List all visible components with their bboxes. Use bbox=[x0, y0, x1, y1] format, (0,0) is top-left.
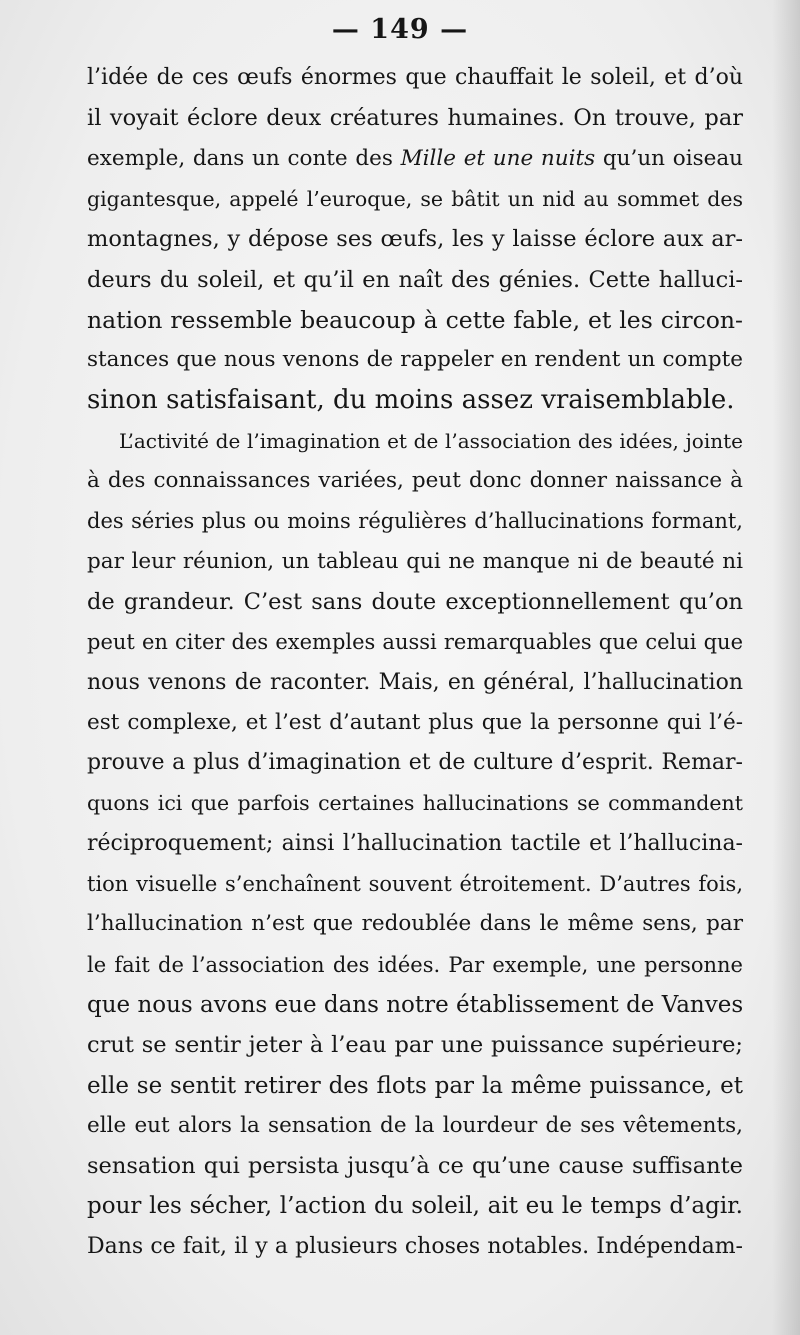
text-line: L’activité de l’imagination et de l’association des idées, jointe bbox=[119, 428, 743, 453]
text-line: sinon satisfaisant, du moins assez vraisemblable. bbox=[87, 385, 735, 416]
text-line: crut se sentir jeter à l’eau par une puissance supérieure; bbox=[87, 1032, 743, 1059]
text-segment: qu’un oiseau bbox=[595, 145, 743, 171]
page-number-header: — 149 — bbox=[331, 14, 469, 45]
text-line: elle se sentit retirer des flots par la même puissance, et bbox=[87, 1072, 743, 1099]
text-line: pour les sécher, l’action du soleil, ait eu le temps d’agir. bbox=[87, 1193, 743, 1220]
italic-title: Mille et une nuits bbox=[400, 145, 596, 171]
text-line: que nous avons eue dans notre établissement de Vanves bbox=[87, 991, 744, 1018]
text-line: le fait de l’association des idées. Par exemple, une personne bbox=[87, 952, 743, 977]
text-line: sensation qui persista jusqu’à ce qu’une cause suffisante bbox=[87, 1153, 743, 1180]
text-line: de grandeur. C’est sans doute exceptionnellement qu’on bbox=[87, 588, 743, 615]
text-line: elle eut alors la sensation de la lourdeur de ses vêtements, bbox=[87, 1112, 743, 1138]
text-line: Dans ce fait, il y a plusieurs choses notables. Indépendam- bbox=[87, 1233, 743, 1259]
text-line: nous venons de raconter. Mais, en général, l’hallucination bbox=[87, 669, 743, 695]
text-line: est complexe, et l’est d’autant plus que la personne qui l’é- bbox=[87, 709, 743, 735]
text-line: par leur réunion, un tableau qui ne manque ni de beauté ni bbox=[87, 548, 743, 574]
text-segment: exemple, dans un conte des bbox=[87, 145, 401, 171]
text-line bbox=[87, 139, 743, 179]
text-line: l’hallucination n’est que redoublée dans le même sens, par bbox=[87, 911, 743, 937]
text-line: il voyait éclore deux créatures humaines. On trouve, par bbox=[87, 105, 743, 132]
text-line: prouve a plus d’imagination et de culture d’esprit. Remar- bbox=[87, 750, 743, 776]
text-line: peut en citer des exemples aussi remarquables que celui que bbox=[87, 630, 743, 655]
text-line: deurs du soleil, et qu’il en naît des génies. Cette halluci- bbox=[87, 266, 743, 293]
text-line: montagnes, y dépose ses œufs, les y laisse éclore aux ar- bbox=[87, 226, 743, 253]
text-line: des séries plus ou moins régulières d’hallucinations formant, bbox=[87, 509, 743, 534]
text-line: gigantesque, appelé l’euroque, se bâtit un nid au sommet des bbox=[87, 186, 743, 211]
text-line: à des connaissances variées, peut donc donner naissance à bbox=[87, 468, 743, 493]
text-line: tion visuelle s’enchaînent souvent étroitement. D’autres fois, bbox=[87, 872, 743, 896]
text-line: nation ressemble beaucoup à cette fable, et les circon- bbox=[87, 305, 743, 334]
text-line: stances que nous venons de rappeler en rendent un compte bbox=[87, 347, 743, 373]
text-line: l’idée de ces œufs énormes que chauffait le soleil, et d’où bbox=[87, 65, 743, 90]
text-line: quons ici que parfois certaines hallucinations se commandent bbox=[87, 791, 743, 816]
text-line: réciproquement; ainsi l’hallucination tactile et l’hallucina- bbox=[87, 830, 743, 856]
